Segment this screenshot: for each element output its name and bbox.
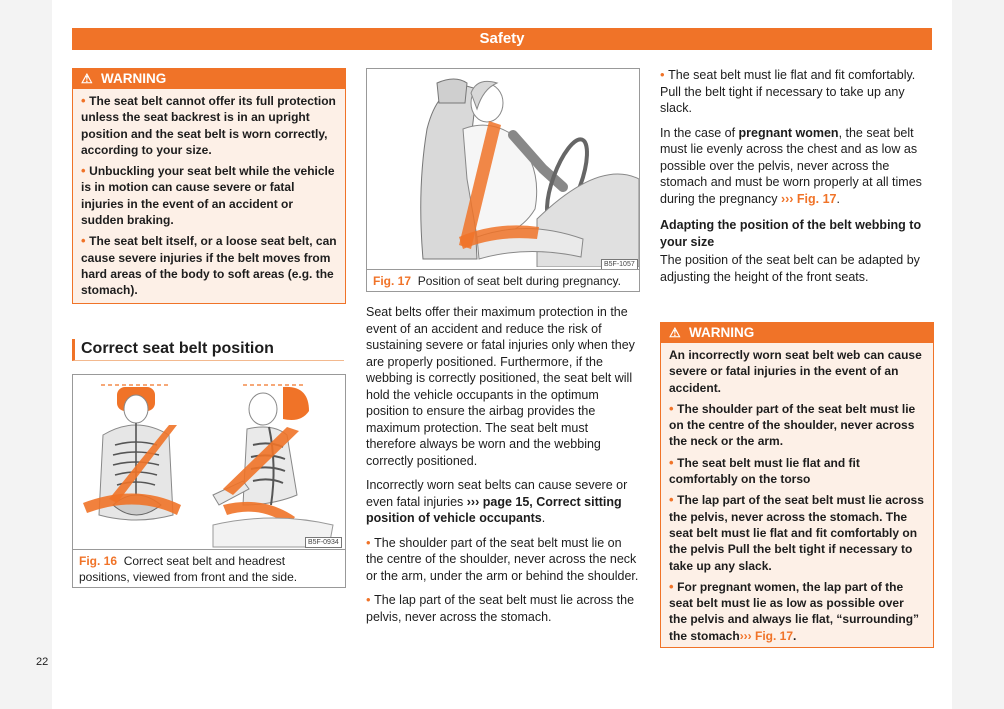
figure-16 bbox=[72, 374, 346, 588]
figure-caption-text: Correct seat belt and headrest positions, viewed from front and the side. bbox=[79, 554, 298, 584]
pregnant-woman-seat-belt-illustration bbox=[367, 69, 639, 267]
warning-intro: An incorrectly worn seat belt web can cause severe or fatal injuries in the event of an accident. bbox=[669, 348, 922, 395]
warning-triangle-icon: ⚠ bbox=[669, 325, 681, 340]
warning-item: • The lap part of the seat belt must lie across the pelvis, never across the stomach. The seat belt must lie flat and fit comfortably on the pelvis Pull the belt tight if necessary to take up any slack. bbox=[669, 492, 924, 573]
warning-item: • The seat belt cannot offer its full protection unless the seat backrest is in an upright position and the seat belt is worn correctly, according to your size. bbox=[81, 93, 336, 157]
seat-belt-front-side-illustration bbox=[73, 375, 345, 549]
figure-code: B5F-0934 bbox=[305, 537, 342, 548]
paragraph: The position of the seat belt can be adapted by adjusting the height of the front seats. bbox=[660, 253, 920, 284]
paragraph: Incorrectly worn seat belts can cause severe or even fatal injuries ››› page 15, Correct sitting position of vehicle occupants. bbox=[366, 478, 628, 525]
right-margin-shade bbox=[952, 0, 1004, 709]
section-title: Correct seat belt position bbox=[72, 339, 344, 361]
warning-item: • The shoulder part of the seat belt must lie on the centre of the shoulder, never across the neck or the arm. bbox=[669, 400, 916, 449]
right-column-text bbox=[660, 67, 932, 293]
warning-box-right bbox=[660, 322, 934, 648]
figure-17 bbox=[366, 68, 640, 292]
warning-title: WARNING bbox=[689, 325, 755, 340]
paragraph: Seat belts offer their maximum protection in the event of an accident and reduce the risk of sustaining severe or fatal injuries only when they are properly positioned. Furthermore, if the webbing is correctly positioned, the seat belt will hold the vehicle occupants in the optimum position to ensure the airbag provides the maximum protection. The seat belt must therefore always be worn and the webbing correctly positioned. bbox=[366, 305, 635, 468]
warning-item: • Unbuckling your seat belt while the vehicle is in motion can cause severe or fatal injuries in the event of an accident or sudden braking. bbox=[81, 163, 335, 228]
cross-reference-link[interactable]: ››› page 15, Correct sitting position of vehicle occupants bbox=[366, 494, 622, 525]
paragraph: In the case of pregnant women, the seat belt must lie evenly across the chest and as low as possible over the pelvis, never across the stomach and must be worn properly at all times during the pregnancy ››› Fig. 17. bbox=[660, 125, 922, 206]
warning-header bbox=[661, 323, 933, 343]
section-header-bar bbox=[72, 28, 932, 50]
page-number: 22 bbox=[36, 656, 49, 668]
figure-caption bbox=[367, 269, 639, 289]
figure-caption-text: Position of seat belt during pregnancy. bbox=[417, 274, 621, 288]
figure-reference-link[interactable]: ››› Fig. 17 bbox=[780, 191, 837, 206]
warning-item: • The seat belt must lie flat and fit comfortably on the torso bbox=[669, 454, 860, 487]
warning-triangle-icon: ⚠ bbox=[81, 71, 93, 86]
figure-code: B5F-1057 bbox=[601, 259, 638, 270]
figure-label: Fig. 16 bbox=[79, 554, 118, 568]
middle-column-text bbox=[366, 304, 640, 633]
warning-header bbox=[73, 69, 345, 89]
warning-body bbox=[73, 89, 345, 310]
figure-caption bbox=[73, 549, 345, 585]
list-item: • The lap part of the seat belt must lie across the pelvis, never across the stomach. bbox=[366, 592, 635, 624]
left-margin-shade bbox=[0, 0, 52, 709]
warning-title: WARNING bbox=[101, 71, 167, 86]
warning-body bbox=[661, 343, 933, 655]
list-item: • The shoulder part of the seat belt must lie on the centre of the shoulder, never across the neck or the arm, under the arm or behind the shoulder. bbox=[366, 534, 639, 583]
header-title: Safety bbox=[479, 30, 525, 47]
warning-item: • The seat belt itself, or a loose seat belt, can cause severe injuries if the belt moves from hard areas of the body to soft areas (e.g. the stomach). bbox=[81, 233, 337, 298]
warning-item: • For pregnant women, the lap part of the seat belt must lie as low as possible over the pelvis and always lie flat, “surrounding” the stomach››› Fig. 17. bbox=[669, 578, 920, 643]
figure-reference-link[interactable]: ››› Fig. 17 bbox=[739, 628, 794, 643]
warning-box-left bbox=[72, 68, 346, 304]
subheading: Adapting the position of the belt webbing to your size bbox=[660, 218, 922, 249]
list-item: • The seat belt must lie flat and fit comfortably. Pull the belt tight if necessary to take up any slack. bbox=[660, 67, 916, 115]
figure-label: Fig. 17 bbox=[373, 274, 412, 288]
